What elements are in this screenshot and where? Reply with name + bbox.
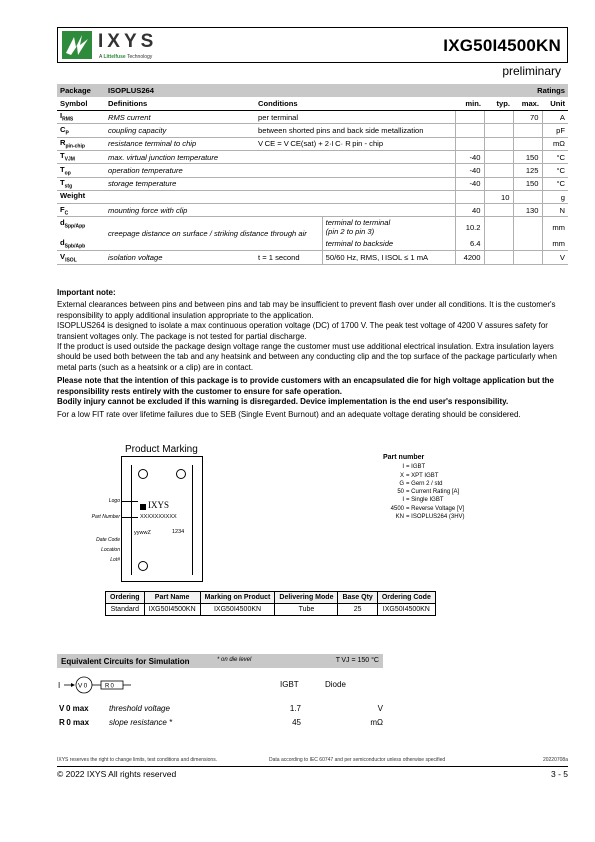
rating-unit: °C	[542, 177, 568, 190]
page-number: 3 - 5	[550, 769, 568, 779]
part-key-equals: =	[406, 472, 412, 479]
equivalent-igbt-value: 1.7	[289, 704, 301, 713]
part-key-desc: ISOPLUS264 (3HV)	[411, 514, 465, 521]
part-key-code: KN	[395, 514, 404, 521]
part-key-equals: =	[406, 505, 412, 512]
symbol-main: C	[60, 124, 66, 134]
ordering-cell: Standard	[106, 604, 145, 616]
equivalent-note: * on die level	[217, 657, 252, 663]
rating-definition: operation temperature	[105, 164, 255, 177]
ordering-header-cell: Ordering Code	[377, 592, 435, 604]
ordering-table	[105, 591, 436, 616]
rating-min	[455, 111, 484, 124]
rating-condition	[255, 190, 455, 203]
rating-min	[455, 137, 484, 150]
creepage-typ-1	[484, 217, 513, 238]
symbol-subscript: stg	[64, 183, 73, 190]
part-number-key	[383, 454, 465, 521]
creepage-min-1: 10.2	[455, 217, 484, 238]
rating-typ	[484, 111, 513, 124]
rating-definition: coupling capacity	[105, 124, 255, 137]
rating-condition	[255, 204, 455, 217]
ordering-header-cell: Ordering	[106, 592, 145, 604]
part-key-code: G	[399, 480, 404, 487]
creepage-symbol-2: $d_{Spb/Apb}$	[57, 237, 105, 250]
equivalent-symbol: V 0 max	[59, 704, 89, 713]
visol-condition-1: t = 1 second	[255, 251, 322, 264]
creepage-condition-1: terminal to terminal (pin 2 to pin 3)	[322, 217, 455, 238]
rating-symbol	[57, 204, 105, 217]
equivalent-temp: T VJ = 150 °C	[335, 657, 379, 664]
footer-date-code: 20220708a	[542, 757, 568, 763]
note-paragraph-1: External clearances between pins and between pins and tab may be insufficient to prevent flash over under all conditions. It is the customer's responsibility to apply additional insulation appropriate to the application.	[57, 300, 556, 320]
symbol-main: Weight	[60, 191, 86, 201]
status-label: preliminary	[502, 64, 561, 78]
part-key-equals: =	[406, 464, 412, 471]
part-key-desc: IGBT	[411, 464, 426, 471]
rating-row	[57, 190, 568, 203]
ordering-header-row	[106, 592, 436, 604]
creepage-max-2	[513, 237, 542, 250]
part-key-code: X	[399, 472, 404, 479]
part-callout: Part Number	[91, 514, 120, 520]
rating-condition	[255, 177, 455, 190]
equivalent-row	[57, 718, 383, 730]
rating-symbol	[57, 150, 105, 163]
footer-rule	[57, 766, 568, 767]
ordering-header-cell: Part Name	[144, 592, 200, 604]
rating-typ	[484, 204, 513, 217]
symbol-subscript: P	[65, 130, 69, 137]
note-paragraph-4: For a low FIT rate over lifetime failures due to SEB (Single Event Burnout) and an adequate voltage derating should be considered.	[57, 410, 521, 420]
part-key-equals: =	[406, 514, 412, 521]
creepage-row-1	[57, 217, 568, 238]
equivalent-circuit-diagram	[57, 674, 167, 696]
part-key-row	[383, 472, 465, 480]
rating-min	[455, 190, 484, 203]
diagram-voltage-label: V 0	[78, 682, 88, 690]
eq-col-diode: Diode	[325, 680, 346, 689]
ordering-cell: Tube	[275, 604, 338, 616]
visol-min: 4200	[455, 251, 484, 264]
creepage-unit-1: mm	[542, 217, 568, 238]
rating-definition: storage temperature	[105, 177, 255, 190]
package-label: Package	[57, 84, 105, 97]
rating-unit: A	[542, 111, 568, 124]
part-number-key-title: Part number	[383, 454, 425, 461]
rating-unit: N	[542, 204, 568, 217]
rating-definition	[105, 190, 255, 203]
rating-unit: °C	[542, 164, 568, 177]
package-right-edge	[192, 465, 200, 575]
column-header-row	[57, 97, 568, 110]
note-title: Important note:	[57, 288, 116, 297]
rating-condition: V CE = V CE(sat) + 2·I C· R pin - chip	[255, 137, 455, 150]
symbol-subscript: op	[64, 170, 71, 177]
rating-row	[57, 111, 568, 124]
rating-symbol	[57, 164, 105, 177]
visol-symbol: $V_{ISOL}$	[57, 251, 105, 264]
package-row	[57, 84, 568, 97]
mounting-hole-left	[138, 469, 148, 479]
ordering-header-cell: Base Qty	[338, 592, 377, 604]
logo-text: IXYS	[98, 31, 158, 52]
rating-row	[57, 177, 568, 190]
symbol-main: R	[60, 138, 66, 148]
rating-typ	[484, 177, 513, 190]
part-key-desc: Current Rating [A]	[411, 489, 460, 496]
part-key-code: 4500	[390, 505, 404, 512]
logo-callout: Logo	[108, 498, 120, 504]
rating-row	[57, 150, 568, 163]
lot-callout: Lot#	[110, 557, 120, 563]
symbol-main: T	[60, 164, 65, 174]
diagram-resistor-label: R 0	[105, 683, 114, 690]
rating-row	[57, 164, 568, 177]
equivalent-unit: mΩ	[370, 718, 383, 727]
copyright: © 2022 IXYS All rights reserved	[57, 769, 177, 779]
logo-leader	[122, 501, 138, 502]
footer-disclaimer: IXYS reserves the right to change limits, test conditions and dimensions.	[57, 757, 218, 763]
footer-iec-note: Data according to IEC 60747 and per semiconductor unless otherwise specified	[269, 757, 446, 763]
part-key-equals: =	[406, 489, 412, 496]
important-note	[57, 288, 568, 421]
ordering-data-row	[106, 604, 436, 616]
header-box	[57, 27, 568, 63]
rating-min	[455, 124, 484, 137]
part-key-desc: XPT IGBT	[411, 472, 439, 479]
creepage-typ-2	[484, 237, 513, 250]
symbol-subscript: C	[64, 210, 69, 217]
rating-symbol	[57, 137, 105, 150]
col-conditions: Conditions	[255, 97, 455, 110]
rating-symbol	[57, 177, 105, 190]
rating-typ	[484, 150, 513, 163]
part-key-row	[383, 496, 465, 504]
note-bold-1: Please note that the intention of this package is to provide customers with an encapsulated die for high voltage application but the responsibility rests entirely with the customer to ensure for safe operation.	[57, 376, 554, 396]
part-key-equals: =	[406, 480, 412, 487]
rating-symbol	[57, 124, 105, 137]
symbol-subscript: pin-chip	[65, 143, 85, 150]
part-key-row	[383, 463, 465, 471]
part-key-row	[383, 488, 465, 496]
symbol-subscript: VJM	[64, 156, 75, 163]
equivalent-definition: slope resistance *	[109, 718, 173, 727]
part-key-row	[383, 480, 465, 488]
col-max: max.	[513, 97, 542, 110]
visol-condition-2: 50/60 Hz, RMS, I ISOL ≤ 1 mA	[322, 251, 455, 264]
symbol-subscript: RMS	[62, 117, 74, 123]
marking-logo: IXYS	[140, 500, 169, 510]
rating-typ	[484, 137, 513, 150]
note-paragraph-3: If the product is used outside the package design voltage range the customer must use additional electrical insulation. Extra insulation layers should be used both between the tab and any heatsink and between any conducting clip and the top surface of the package particularly when metal parts (such as a heatsink or a clip) are in contact.	[57, 342, 557, 372]
rating-max: 150	[513, 177, 542, 190]
rating-symbol	[57, 190, 105, 203]
part-key-desc: Single IGBT	[411, 497, 444, 504]
rating-unit: mΩ	[542, 137, 568, 150]
rating-condition	[255, 150, 455, 163]
eq-col-igbt: IGBT	[280, 680, 299, 689]
equivalent-igbt-value: 45	[292, 718, 301, 727]
part-key-equals: =	[406, 497, 412, 504]
ordering-cell: IXG50I4500KN	[377, 604, 435, 616]
note-bold-2: Bodily injury cannot be excluded if this warning is disregarded. Device implementation is the end user's responsibility.	[57, 397, 509, 407]
rating-condition	[255, 164, 455, 177]
ordering-cell: IXG50I4500KN	[144, 604, 200, 616]
part-key-row	[383, 505, 465, 513]
rating-typ	[484, 164, 513, 177]
date-callout: Date Code	[96, 537, 120, 543]
package-left-edge	[124, 465, 132, 575]
rating-definition: max. virtual junction temperature	[105, 150, 255, 163]
symbol-main: F	[60, 204, 65, 214]
ordering-cell: 25	[338, 604, 377, 616]
diagram-current-label: I	[58, 681, 61, 690]
part-key-code: I	[402, 464, 404, 471]
package-value: ISOPLUS264	[105, 84, 455, 97]
rating-min: -40	[455, 150, 484, 163]
col-min: min.	[455, 97, 484, 110]
equivalent-unit: V	[377, 704, 383, 713]
part-key-code: 50	[397, 489, 404, 496]
ordering-header-cell: Marking on Product	[200, 592, 275, 604]
rating-max	[513, 190, 542, 203]
rating-row	[57, 137, 568, 150]
rating-min: 40	[455, 204, 484, 217]
equivalent-definition: threshold voltage	[109, 704, 170, 713]
symbol-main: T	[60, 151, 65, 161]
ordering-cell: IXG50I4500KN	[200, 604, 275, 616]
part-key-desc: Gern 2 / std	[411, 480, 443, 487]
equivalent-circuit-header	[57, 654, 383, 668]
marking-date: yywwZ	[134, 530, 151, 536]
rating-symbol	[57, 111, 105, 124]
rating-max	[513, 137, 542, 150]
equivalent-row	[57, 704, 383, 716]
mounting-hole-right	[176, 469, 186, 479]
package-drawing	[121, 456, 203, 582]
rating-definition: resistance terminal to chip	[105, 137, 255, 150]
visol-definition: isolation voltage	[105, 251, 255, 264]
rating-typ: 10	[484, 190, 513, 203]
equivalent-title: Equivalent Circuits for Simulation	[61, 657, 190, 666]
creepage-condition-2: terminal to backside	[322, 237, 455, 250]
ordering-header-cell: Delivering Mode	[275, 592, 338, 604]
rating-min: -40	[455, 177, 484, 190]
rating-unit: °C	[542, 150, 568, 163]
part-number-title: IXG50I4500KN	[443, 36, 561, 55]
rating-max	[513, 124, 542, 137]
symbol-main: I	[60, 111, 63, 121]
creepage-max-1	[513, 217, 542, 238]
equivalent-symbol: R 0 max	[59, 718, 90, 727]
product-marking-title: Product Marking	[125, 444, 198, 455]
rating-condition: between shorted pins and back side metallization	[255, 124, 455, 137]
rating-min: -40	[455, 164, 484, 177]
visol-row	[57, 251, 568, 264]
ratings-table	[57, 84, 568, 265]
part-key-row	[383, 513, 465, 521]
col-typ: typ.	[484, 97, 513, 110]
creepage-unit-2: mm	[542, 237, 568, 250]
col-symbol: Symbol	[57, 97, 105, 110]
part-leader	[122, 517, 138, 518]
symbol-main: T	[60, 177, 65, 187]
creepage-symbol-1: $d_{Spp/App}$	[60, 218, 86, 230]
rating-typ	[484, 124, 513, 137]
rating-max: 70	[513, 111, 542, 124]
rating-definition: mounting force with clip	[105, 204, 255, 217]
creepage-definition: creepage distance on surface / striking distance through air	[105, 217, 322, 251]
col-definitions: Definitions	[105, 97, 255, 110]
marking-lot: 1234	[172, 529, 185, 535]
rating-unit: g	[542, 190, 568, 203]
visol-max	[513, 251, 542, 264]
location-callout: Location	[101, 547, 120, 553]
ratings-label: Ratings	[455, 84, 568, 97]
visol-unit: V	[542, 251, 568, 264]
part-key-desc: Reverse Voltage [V]	[411, 505, 465, 512]
diagram-arrow	[71, 683, 75, 687]
creepage-min-2: 6.4	[455, 237, 484, 250]
rating-max: 125	[513, 164, 542, 177]
visol-typ	[484, 251, 513, 264]
ixys-logo-icon	[62, 31, 92, 59]
col-unit: Unit	[542, 97, 568, 110]
rating-condition: per terminal	[255, 111, 455, 124]
rating-definition: RMS current	[105, 111, 255, 124]
rating-max: 150	[513, 150, 542, 163]
marking-part: XXXXXXXXXX	[140, 514, 177, 520]
logo-subtitle: A Littelfuse Technology	[99, 54, 153, 60]
part-key-code: I	[402, 497, 404, 504]
rating-unit: pF	[542, 124, 568, 137]
mounting-hole-bottom	[138, 561, 148, 571]
rating-max: 130	[513, 204, 542, 217]
note-paragraph-2: ISOPLUS264 is designed to isolate a max continuous operation voltage (DC) of 1700 V. The peak test voltage of 4200 V assures safety for transient voltages only. The package is not tested for partial discharge.	[57, 321, 548, 341]
rating-row	[57, 204, 568, 217]
rating-row	[57, 124, 568, 137]
